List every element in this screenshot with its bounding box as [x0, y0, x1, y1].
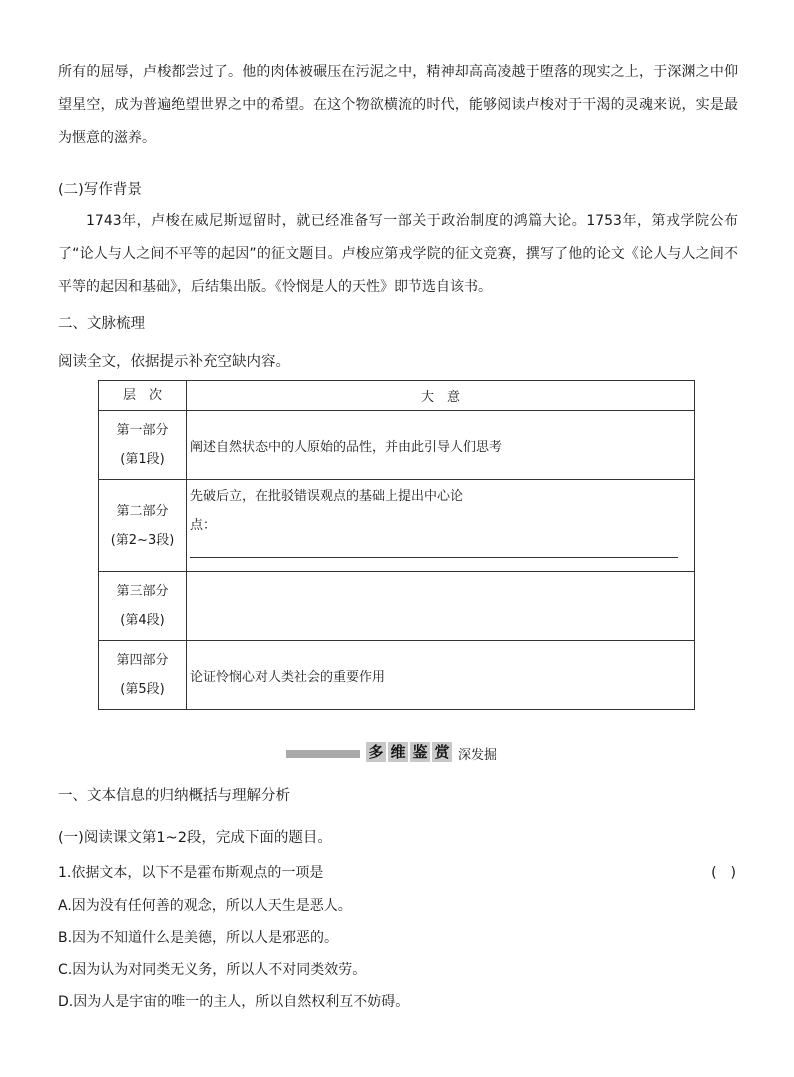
question-stem: 1.依据文本，以下不是霍布斯观点的一项是	[58, 865, 324, 881]
background-paragraph: 1743年，卢梭在威尼斯逗留时，就已经准备写一部关于政治制度的鸿篇大论。1753年，第戎学院公布了“论人与人之间不平等的起因”的征文题目。卢梭应第戎学院的征文竞赛，撰写了他的论文《论人与人之间不平等的起因和基础》，后结集出版。《怜悯是人的天性》即节选自该书。	[58, 213, 738, 295]
header-level: 层 次	[99, 381, 187, 411]
banner-title	[366, 742, 452, 762]
banner-decorative-bar	[286, 750, 360, 758]
header-gist: 大 意	[187, 381, 695, 411]
banner-char: 赏	[432, 742, 452, 762]
option-c: C.因为认为对同类无义务，所以人不对同类效劳。	[58, 962, 367, 978]
outline-instruction: 阅读全文，依据提示补充空缺内容。	[58, 354, 290, 370]
row-gist-cell	[187, 480, 695, 572]
row-gist-cell	[187, 411, 695, 480]
answer-parentheses[interactable]: ( )	[711, 865, 736, 881]
row-range-label: (第5段)	[120, 682, 165, 697]
row-level-cell	[99, 411, 187, 480]
row-level-cell	[99, 641, 187, 710]
table-row	[99, 411, 695, 480]
banner-subtitle: 深发掘	[458, 748, 498, 763]
row-gist-cell	[187, 641, 695, 710]
row-range-label: (第4段)	[120, 613, 165, 628]
row-part-label: 第四部分	[116, 653, 169, 668]
outline-table	[98, 380, 695, 710]
table-row	[99, 572, 695, 641]
table-header-row	[99, 381, 695, 411]
table-row	[99, 641, 695, 710]
option-d: D.因为人是宇宙的唯一的主人，所以自然权利互不妨碍。	[58, 994, 410, 1010]
row-part-label: 第三部分	[116, 584, 169, 599]
row-gist-text: 阐述自然状态中的人原始的品性，并由此引导人们思考	[190, 439, 503, 455]
row-level-cell	[99, 480, 187, 572]
row-part-label: 第一部分	[116, 423, 169, 438]
option-b: B.因为不知道什么是美德，所以人是邪恶的。	[58, 930, 339, 946]
row-range-label: (第2~3段)	[110, 532, 175, 548]
analysis-subheading: (一)阅读课文第1~2段，完成下面的题目。	[58, 830, 332, 846]
background-heading: (二)写作背景	[58, 182, 142, 198]
banner-char: 多	[366, 742, 386, 762]
row-gist-blank-line: 点：	[190, 511, 694, 569]
row-part-label: 第二部分	[116, 503, 169, 519]
row-gist-text: 先破后立，在批驳错误观点的基础上提出中心论	[190, 489, 464, 504]
row-gist-cell-empty[interactable]	[187, 572, 695, 641]
answer-blank[interactable]	[190, 543, 678, 558]
outline-heading: 二、文脉梳理	[58, 316, 145, 332]
analysis-heading: 一、文本信息的归纳概括与理解分析	[58, 788, 290, 804]
row-gist-text: 论证怜悯心对人类社会的重要作用	[190, 669, 386, 685]
intro-paragraph: 所有的屈辱，卢梭都尝过了。他的肉体被碾压在污泥之中，精神却高高凌越于堕落的现实之上，于深渊之中仰望星空，成为普遍绝望世界之中的希望。在这个物欲横流的时代，能够阅读卢梭对于干渴的灵魂来说，实是最为惬意的滋养。	[58, 64, 738, 146]
banner-char: 鉴	[410, 742, 430, 762]
banner-char: 维	[388, 742, 408, 762]
table-row	[99, 480, 695, 572]
option-a: A.因为没有任何善的观念，所以人天生是恶人。	[58, 898, 352, 914]
row-range-label: (第1段)	[120, 452, 165, 467]
row-level-cell	[99, 572, 187, 641]
